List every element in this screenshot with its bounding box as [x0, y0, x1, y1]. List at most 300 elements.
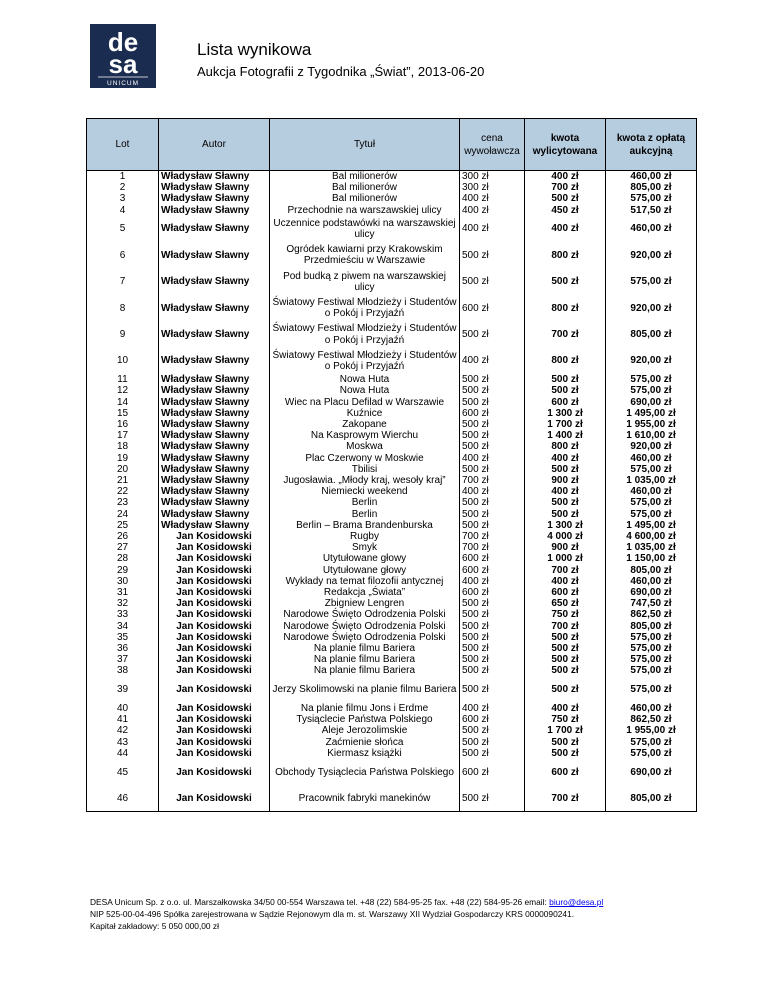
author-cell: Władysław Sławny — [159, 397, 270, 408]
premium-cell: 4 600,00 zł — [606, 531, 697, 542]
table-row — [87, 295, 697, 321]
hammer-cell: 500 zł — [525, 497, 606, 508]
lot-cell: 7 — [87, 269, 159, 295]
author-cell: Jan Kosidowski — [159, 677, 270, 703]
title-cell: Światowy Festiwal Młodzieży i Studentów o Pokój i Przyjaźń — [270, 348, 460, 374]
title-cell: Kiermasz książki — [270, 748, 460, 759]
premium-cell: 920,00 zł — [606, 295, 697, 321]
lot-cell: 12 — [87, 385, 159, 396]
table-row — [87, 397, 697, 408]
title-cell: Nowa Huta — [270, 385, 460, 396]
hammer-cell: 500 zł — [525, 748, 606, 759]
premium-cell: 575,00 zł — [606, 374, 697, 385]
hammer-cell: 400 zł — [525, 171, 606, 183]
estimate-cell: 500 zł — [460, 509, 525, 520]
col-header-lot: Lot — [87, 119, 159, 171]
lot-cell: 9 — [87, 321, 159, 347]
table-row — [87, 714, 697, 725]
lot-cell: 34 — [87, 621, 159, 632]
estimate-cell: 400 zł — [460, 453, 525, 464]
table-row — [87, 216, 697, 242]
col-header-estimate: cena wywoławcza — [460, 119, 525, 171]
lot-cell: 10 — [87, 348, 159, 374]
premium-cell: 460,00 zł — [606, 486, 697, 497]
hammer-cell: 500 zł — [525, 643, 606, 654]
table-row — [87, 453, 697, 464]
premium-cell: 517,50 zł — [606, 205, 697, 216]
footer-line-3: Kapitał zakładowy: 5 050 000,00 zł — [90, 921, 219, 931]
author-cell: Jan Kosidowski — [159, 542, 270, 553]
estimate-cell: 600 zł — [460, 587, 525, 598]
estimate-cell: 500 zł — [460, 464, 525, 475]
premium-cell: 575,00 zł — [606, 497, 697, 508]
author-cell: Jan Kosidowski — [159, 785, 270, 811]
premium-cell: 920,00 zł — [606, 242, 697, 268]
lot-cell: 23 — [87, 497, 159, 508]
lot-cell: 15 — [87, 408, 159, 419]
title-cell: Na Kasprowym Wierchu — [270, 430, 460, 441]
table-row — [87, 725, 697, 736]
author-cell: Władysław Sławny — [159, 385, 270, 396]
premium-cell: 805,00 zł — [606, 621, 697, 632]
table-row — [87, 621, 697, 632]
hammer-cell: 750 zł — [525, 609, 606, 620]
premium-cell: 690,00 zł — [606, 759, 697, 785]
lot-cell: 17 — [87, 430, 159, 441]
results-table — [86, 118, 697, 812]
lot-cell: 33 — [87, 609, 159, 620]
page-title: Lista wynikowa — [197, 40, 312, 59]
premium-cell: 920,00 zł — [606, 348, 697, 374]
table-row — [87, 430, 697, 441]
estimate-cell: 600 zł — [460, 759, 525, 785]
lot-cell: 11 — [87, 374, 159, 385]
lot-cell: 46 — [87, 785, 159, 811]
table-row — [87, 419, 697, 430]
premium-cell: 575,00 zł — [606, 654, 697, 665]
lot-cell: 6 — [87, 242, 159, 268]
author-cell: Władysław Sławny — [159, 348, 270, 374]
estimate-cell: 700 zł — [460, 531, 525, 542]
estimate-cell: 500 zł — [460, 677, 525, 703]
title-cell: Moskwa — [270, 441, 460, 452]
title-cell: Nowa Huta — [270, 374, 460, 385]
estimate-cell: 500 zł — [460, 374, 525, 385]
hammer-cell: 400 zł — [525, 703, 606, 714]
lot-cell: 24 — [87, 509, 159, 520]
hammer-cell: 800 zł — [525, 242, 606, 268]
table-row — [87, 785, 697, 811]
author-cell: Jan Kosidowski — [159, 621, 270, 632]
author-cell: Władysław Sławny — [159, 193, 270, 204]
hammer-cell: 600 zł — [525, 587, 606, 598]
title-cell: Uczennice podstawówki na warszawskiej ulicy — [270, 216, 460, 242]
premium-cell: 575,00 zł — [606, 193, 697, 204]
premium-cell: 1 955,00 zł — [606, 725, 697, 736]
hammer-cell: 900 zł — [525, 542, 606, 553]
hammer-cell: 700 zł — [525, 785, 606, 811]
premium-cell: 575,00 zł — [606, 677, 697, 703]
table-row — [87, 520, 697, 531]
table-row — [87, 193, 697, 204]
author-cell: Władysław Sławny — [159, 453, 270, 464]
hammer-cell: 500 zł — [525, 374, 606, 385]
hammer-cell: 400 zł — [525, 453, 606, 464]
author-cell: Jan Kosidowski — [159, 748, 270, 759]
title-cell: Redakcja „Świata” — [270, 587, 460, 598]
author-cell: Władysław Sławny — [159, 475, 270, 486]
title-cell: Rugby — [270, 531, 460, 542]
hammer-cell: 800 zł — [525, 348, 606, 374]
table-row — [87, 542, 697, 553]
author-cell: Władysław Sławny — [159, 509, 270, 520]
lot-cell: 4 — [87, 205, 159, 216]
author-cell: Władysław Sławny — [159, 441, 270, 452]
title-cell: Narodowe Święto Odrodzenia Polski — [270, 621, 460, 632]
desa-logo — [90, 24, 156, 88]
estimate-cell: 600 zł — [460, 553, 525, 564]
author-cell: Jan Kosidowski — [159, 609, 270, 620]
table-row — [87, 205, 697, 216]
table-row — [87, 677, 697, 703]
estimate-cell: 400 zł — [460, 216, 525, 242]
title-cell: Plac Czerwony w Moskwie — [270, 453, 460, 464]
footer-line-1 — [90, 896, 603, 908]
table-row — [87, 464, 697, 475]
title-cell: Światowy Festiwal Młodzieży i Studentów o Pokój i Przyjaźń — [270, 321, 460, 347]
hammer-cell: 700 zł — [525, 321, 606, 347]
premium-cell: 575,00 zł — [606, 269, 697, 295]
estimate-cell: 500 zł — [460, 430, 525, 441]
estimate-cell: 500 zł — [460, 785, 525, 811]
premium-cell: 575,00 zł — [606, 748, 697, 759]
premium-cell: 575,00 zł — [606, 464, 697, 475]
author-cell: Jan Kosidowski — [159, 565, 270, 576]
hammer-cell: 1 300 zł — [525, 408, 606, 419]
hammer-cell: 500 zł — [525, 737, 606, 748]
hammer-cell: 500 zł — [525, 654, 606, 665]
estimate-cell: 400 zł — [460, 193, 525, 204]
premium-cell: 460,00 zł — [606, 171, 697, 183]
lot-cell: 1 — [87, 171, 159, 183]
author-cell: Władysław Sławny — [159, 295, 270, 321]
author-cell: Władysław Sławny — [159, 486, 270, 497]
author-cell: Jan Kosidowski — [159, 654, 270, 665]
author-cell: Władysław Sławny — [159, 497, 270, 508]
lot-cell: 29 — [87, 565, 159, 576]
estimate-cell: 400 zł — [460, 205, 525, 216]
table-row — [87, 609, 697, 620]
table-row — [87, 441, 697, 452]
title-cell: Berlin — [270, 497, 460, 508]
estimate-cell: 500 zł — [460, 321, 525, 347]
hammer-cell: 900 zł — [525, 475, 606, 486]
footer — [90, 896, 603, 932]
premium-cell: 862,50 zł — [606, 609, 697, 620]
table-row — [87, 385, 697, 396]
estimate-cell: 500 zł — [460, 737, 525, 748]
lot-cell: 39 — [87, 677, 159, 703]
title-cell: Pod budką z piwem na warszawskiej ulicy — [270, 269, 460, 295]
estimate-cell: 500 zł — [460, 643, 525, 654]
lot-cell: 20 — [87, 464, 159, 475]
premium-cell: 805,00 zł — [606, 785, 697, 811]
premium-cell: 575,00 zł — [606, 737, 697, 748]
premium-cell: 1 035,00 zł — [606, 475, 697, 486]
premium-cell: 575,00 zł — [606, 385, 697, 396]
hammer-cell: 500 zł — [525, 632, 606, 643]
col-header-author: Autor — [159, 119, 270, 171]
title-cell: Zaćmienie słońca — [270, 737, 460, 748]
table-row — [87, 632, 697, 643]
title-cell: Obchody Tysiąclecia Państwa Polskiego — [270, 759, 460, 785]
title-cell: Utytułowane głowy — [270, 553, 460, 564]
premium-cell: 690,00 zł — [606, 587, 697, 598]
estimate-cell: 300 zł — [460, 171, 525, 183]
title-cell: Pracownik fabryki manekinów — [270, 785, 460, 811]
estimate-cell: 500 zł — [460, 419, 525, 430]
hammer-cell: 400 zł — [525, 216, 606, 242]
estimate-cell: 500 zł — [460, 609, 525, 620]
table-row — [87, 509, 697, 520]
logo-text-sub: UNICUM — [107, 80, 139, 87]
premium-cell: 460,00 zł — [606, 216, 697, 242]
footer-email-link[interactable]: biuro@desa.pl — [549, 897, 604, 907]
hammer-cell: 600 zł — [525, 397, 606, 408]
lot-cell: 43 — [87, 737, 159, 748]
author-cell: Jan Kosidowski — [159, 737, 270, 748]
lot-cell: 27 — [87, 542, 159, 553]
lot-cell: 44 — [87, 748, 159, 759]
premium-cell: 690,00 zł — [606, 397, 697, 408]
hammer-cell: 400 zł — [525, 576, 606, 587]
hammer-cell: 500 zł — [525, 193, 606, 204]
lot-cell: 36 — [87, 643, 159, 654]
table-row — [87, 598, 697, 609]
title-cell: Na planie filmu Bariera — [270, 643, 460, 654]
hammer-cell: 1 700 zł — [525, 419, 606, 430]
premium-cell: 747,50 zł — [606, 598, 697, 609]
lot-cell: 35 — [87, 632, 159, 643]
estimate-cell: 500 zł — [460, 269, 525, 295]
lot-cell: 38 — [87, 665, 159, 676]
author-cell: Władysław Sławny — [159, 171, 270, 183]
author-cell: Władysław Sławny — [159, 269, 270, 295]
table-row — [87, 587, 697, 598]
estimate-cell: 400 zł — [460, 703, 525, 714]
premium-cell: 805,00 zł — [606, 565, 697, 576]
lot-cell: 41 — [87, 714, 159, 725]
author-cell: Władysław Sławny — [159, 520, 270, 531]
estimate-cell: 500 zł — [460, 621, 525, 632]
author-cell: Jan Kosidowski — [159, 703, 270, 714]
table-row — [87, 665, 697, 676]
lot-cell: 21 — [87, 475, 159, 486]
title-cell: Smyk — [270, 542, 460, 553]
author-cell: Jan Kosidowski — [159, 587, 270, 598]
logo-text-top: de — [107, 27, 139, 57]
hammer-cell: 500 zł — [525, 665, 606, 676]
col-header-premium: kwota z opłatą aukcyjną — [606, 119, 697, 171]
estimate-cell: 600 zł — [460, 295, 525, 321]
table-row — [87, 486, 697, 497]
hammer-cell: 1 700 zł — [525, 725, 606, 736]
hammer-cell: 650 zł — [525, 598, 606, 609]
author-cell: Jan Kosidowski — [159, 665, 270, 676]
title-cell: Zakopane — [270, 419, 460, 430]
hammer-cell: 500 zł — [525, 677, 606, 703]
footer-line-2: NIP 525-00-04-496 Spółka zarejestrowana w Sądzie Rejonowym dla m. st. Warszawy XII Wydział Gospodarczy KRS 0000090241. — [90, 909, 575, 919]
table-row — [87, 531, 697, 542]
table-row — [87, 408, 697, 419]
premium-cell: 460,00 zł — [606, 453, 697, 464]
premium-cell: 460,00 zł — [606, 703, 697, 714]
premium-cell: 1 035,00 zł — [606, 542, 697, 553]
hammer-cell: 700 zł — [525, 621, 606, 632]
title-cell: Przechodnie na warszawskiej ulicy — [270, 205, 460, 216]
hammer-cell: 1 000 zł — [525, 553, 606, 564]
title-cell: Bal milionerów — [270, 193, 460, 204]
hammer-cell: 600 zł — [525, 759, 606, 785]
lot-cell: 28 — [87, 553, 159, 564]
lot-cell: 37 — [87, 654, 159, 665]
page-subtitle: Aukcja Fotografii z Tygodnika „Świat”, 2013-06-20 — [197, 64, 485, 79]
author-cell: Władysław Sławny — [159, 408, 270, 419]
author-cell: Władysław Sławny — [159, 216, 270, 242]
table-row — [87, 553, 697, 564]
author-cell: Władysław Sławny — [159, 205, 270, 216]
logo-text-mid: sa — [108, 49, 138, 79]
estimate-cell: 600 zł — [460, 565, 525, 576]
table-row — [87, 321, 697, 347]
title-cell: Na planie filmu Bariera — [270, 665, 460, 676]
author-cell: Jan Kosidowski — [159, 553, 270, 564]
hammer-cell: 700 zł — [525, 182, 606, 193]
estimate-cell: 500 zł — [460, 632, 525, 643]
estimate-cell: 500 zł — [460, 654, 525, 665]
table-row — [87, 703, 697, 714]
hammer-cell: 1 400 zł — [525, 430, 606, 441]
hammer-cell: 500 zł — [525, 509, 606, 520]
author-cell: Jan Kosidowski — [159, 531, 270, 542]
premium-cell: 575,00 zł — [606, 643, 697, 654]
author-cell: Władysław Sławny — [159, 374, 270, 385]
premium-cell: 575,00 zł — [606, 632, 697, 643]
title-cell: Kuźnice — [270, 408, 460, 419]
table-row — [87, 748, 697, 759]
title-cell: Wiec na Placu Defilad w Warszawie — [270, 397, 460, 408]
lot-cell: 26 — [87, 531, 159, 542]
hammer-cell: 4 000 zł — [525, 531, 606, 542]
author-cell: Jan Kosidowski — [159, 759, 270, 785]
hammer-cell: 800 zł — [525, 441, 606, 452]
title-cell: Utytułowane głowy — [270, 565, 460, 576]
hammer-cell: 450 zł — [525, 205, 606, 216]
table-row — [87, 737, 697, 748]
title-cell: Tbilisi — [270, 464, 460, 475]
table-row — [87, 374, 697, 385]
lot-cell: 19 — [87, 453, 159, 464]
premium-cell: 862,50 zł — [606, 714, 697, 725]
table-row — [87, 182, 697, 193]
premium-cell: 1 955,00 zł — [606, 419, 697, 430]
lot-cell: 32 — [87, 598, 159, 609]
estimate-cell: 400 zł — [460, 486, 525, 497]
hammer-cell: 700 zł — [525, 565, 606, 576]
title-cell: Narodowe Święto Odrodzenia Polski — [270, 632, 460, 643]
lot-cell: 16 — [87, 419, 159, 430]
estimate-cell: 300 zł — [460, 182, 525, 193]
hammer-cell: 400 zł — [525, 486, 606, 497]
estimate-cell: 500 zł — [460, 748, 525, 759]
estimate-cell: 500 zł — [460, 520, 525, 531]
hammer-cell: 1 300 zł — [525, 520, 606, 531]
lot-cell: 8 — [87, 295, 159, 321]
hammer-cell: 500 zł — [525, 464, 606, 475]
title-cell: Bal milionerów — [270, 171, 460, 183]
author-cell: Władysław Sławny — [159, 430, 270, 441]
author-cell: Jan Kosidowski — [159, 576, 270, 587]
title-cell: Niemiecki weekend — [270, 486, 460, 497]
hammer-cell: 500 zł — [525, 269, 606, 295]
table-row — [87, 475, 697, 486]
title-cell: Berlin — [270, 509, 460, 520]
author-cell: Władysław Sławny — [159, 242, 270, 268]
estimate-cell: 500 zł — [460, 665, 525, 676]
estimate-cell: 500 zł — [460, 397, 525, 408]
author-cell: Jan Kosidowski — [159, 714, 270, 725]
table-row — [87, 242, 697, 268]
estimate-cell: 400 zł — [460, 348, 525, 374]
title-cell: Bal milionerów — [270, 182, 460, 193]
hammer-cell: 500 zł — [525, 385, 606, 396]
estimate-cell: 700 zł — [460, 542, 525, 553]
author-cell: Jan Kosidowski — [159, 632, 270, 643]
title-cell: Berlin – Brama Brandenburska — [270, 520, 460, 531]
lot-cell: 30 — [87, 576, 159, 587]
title-cell: Aleje Jerozolimskie — [270, 725, 460, 736]
author-cell: Władysław Sławny — [159, 182, 270, 193]
author-cell: Jan Kosidowski — [159, 725, 270, 736]
estimate-cell: 500 zł — [460, 441, 525, 452]
premium-cell: 1 495,00 zł — [606, 520, 697, 531]
premium-cell: 805,00 zł — [606, 321, 697, 347]
title-cell: Na planie filmu Jons i Erdme — [270, 703, 460, 714]
title-cell: Jugosławia. „Młody kraj, wesoły kraj” — [270, 475, 460, 486]
lot-cell: 5 — [87, 216, 159, 242]
estimate-cell: 500 zł — [460, 242, 525, 268]
estimate-cell: 700 zł — [460, 475, 525, 486]
estimate-cell: 600 zł — [460, 408, 525, 419]
table-row — [87, 654, 697, 665]
estimate-cell: 500 zł — [460, 497, 525, 508]
premium-cell: 1 150,00 zł — [606, 553, 697, 564]
table-row — [87, 171, 697, 183]
col-header-hammer: kwota wylicytowana — [525, 119, 606, 171]
title-cell: Na planie filmu Bariera — [270, 654, 460, 665]
table-row — [87, 565, 697, 576]
premium-cell: 575,00 zł — [606, 665, 697, 676]
lot-cell: 40 — [87, 703, 159, 714]
title-cell: Światowy Festiwal Młodzieży i Studentów o Pokój i Przyjaźń — [270, 295, 460, 321]
lot-cell: 42 — [87, 725, 159, 736]
author-cell: Władysław Sławny — [159, 321, 270, 347]
hammer-cell: 800 zł — [525, 295, 606, 321]
premium-cell: 805,00 zł — [606, 182, 697, 193]
lot-cell: 2 — [87, 182, 159, 193]
table-row — [87, 497, 697, 508]
author-cell: Jan Kosidowski — [159, 643, 270, 654]
